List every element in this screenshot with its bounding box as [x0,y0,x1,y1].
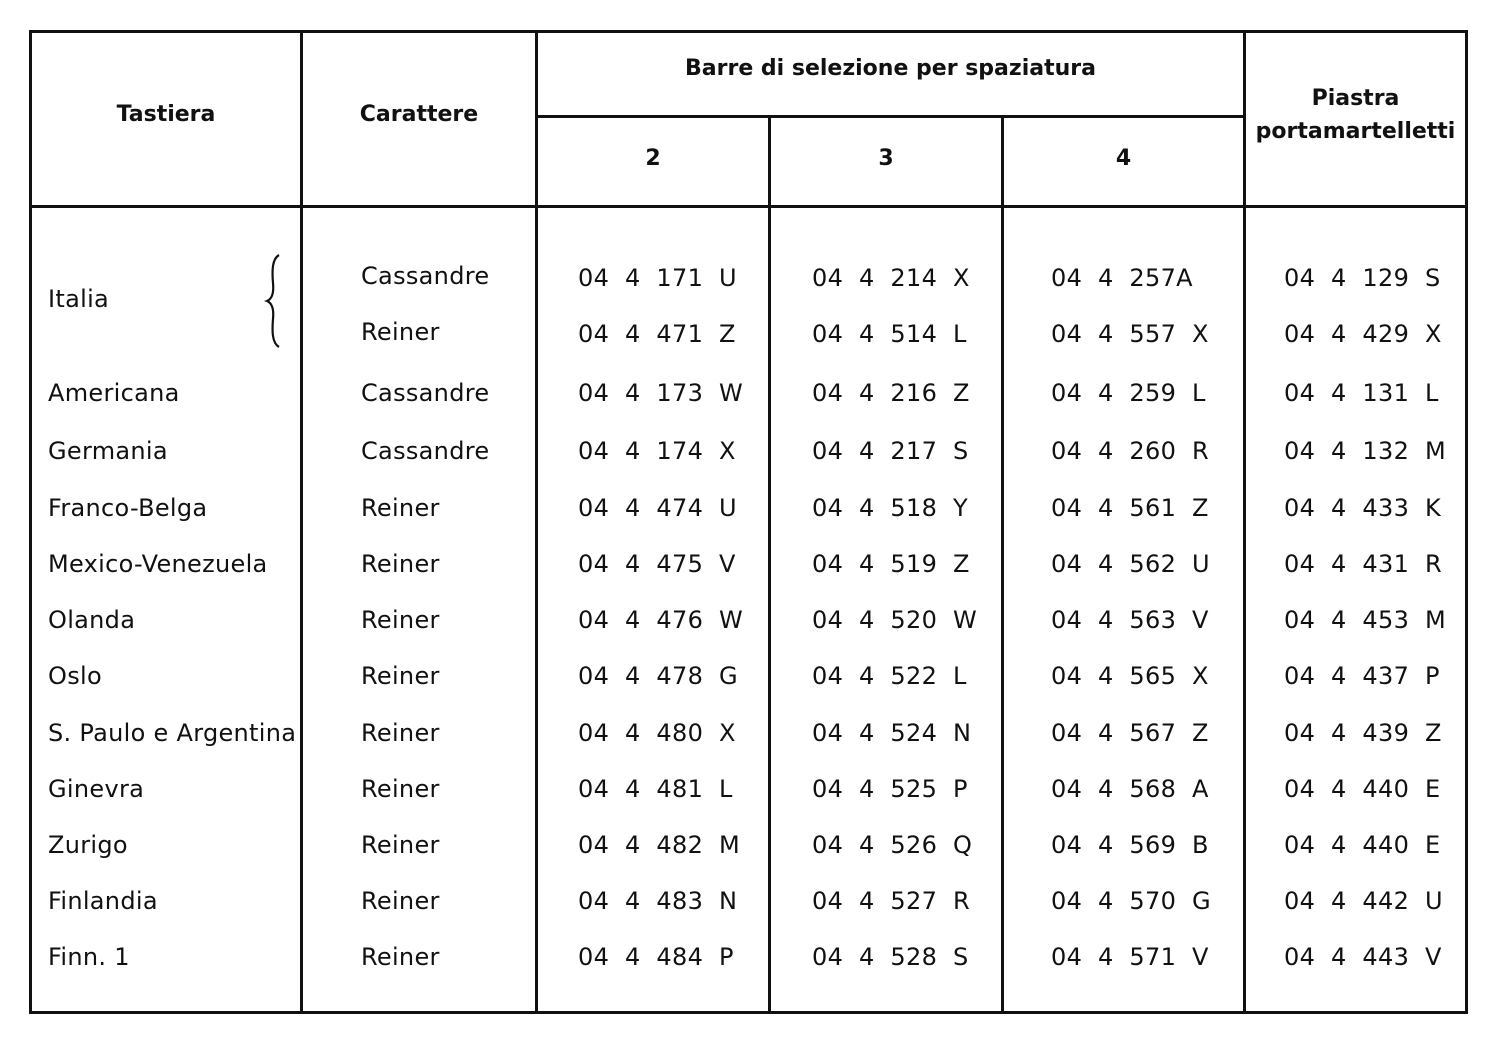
cell-carattere: Reiner [361,775,440,803]
cell-barre-4: 04 4 570 G [1051,887,1211,915]
header-piastra-line2: portamartelletti [1255,119,1456,144]
cell-piastra: 04 4 440 E [1284,831,1441,859]
cell-barre-3: 04 4 514 L [812,320,967,348]
cell-carattere: Cassandre [361,262,490,290]
cell-barre-2: 04 4 471 Z [578,320,736,348]
cell-carattere: Reiner [361,550,440,578]
cell-carattere: Cassandre [361,437,490,465]
cell-barre-4: 04 4 571 V [1051,943,1209,971]
cell-piastra: 04 4 131 L [1284,379,1439,407]
cell-barre-4: 04 4 259 L [1051,379,1206,407]
header-col-4: 4 [1115,146,1132,171]
cell-barre-2: 04 4 478 G [578,662,738,690]
cell-barre-2: 04 4 476 W [578,606,744,634]
cell-piastra: 04 4 429 X [1284,320,1442,348]
divider-col2-col3 [768,116,771,1014]
cell-barre-3: 04 4 518 Y [812,494,968,522]
cell-tastiera: Finn. 1 [48,943,130,971]
divider-carattere-barre [535,30,538,1014]
header-col-2: 2 [645,146,661,171]
cell-barre-4: 04 4 567 Z [1051,719,1209,747]
cell-barre-3: 04 4 526 Q [812,831,973,859]
cell-barre-4: 04 4 257A [1051,264,1193,292]
cell-barre-4: 04 4 260 R [1051,437,1209,465]
cell-barre-3: 04 4 217 S [812,437,969,465]
cell-carattere: Reiner [361,719,440,747]
cell-barre-3: 04 4 525 P [812,775,968,803]
cell-barre-4: 04 4 557 X [1051,320,1209,348]
cell-piastra: 04 4 132 M [1284,437,1446,465]
cell-tastiera: Germania [48,437,168,465]
divider-barre-subheader [535,115,1246,118]
cell-carattere: Cassandre [361,379,490,407]
header-barre: Barre di selezione per spaziatura [685,56,1096,81]
cell-tastiera: Italia [48,285,110,313]
cell-tastiera: Olanda [48,606,136,634]
cell-piastra: 04 4 453 M [1284,606,1446,634]
header-col-3: 3 [878,146,894,171]
cell-barre-2: 04 4 171 U [578,264,737,292]
cell-piastra: 04 4 433 K [1284,494,1442,522]
cell-barre-2: 04 4 474 U [578,494,737,522]
cell-barre-3: 04 4 216 Z [812,379,970,407]
header-piastra-line1: Piastra [1311,86,1400,111]
cell-carattere: Reiner [361,494,440,522]
cell-barre-4: 04 4 568 A [1051,775,1209,803]
cell-carattere: Reiner [361,662,440,690]
cell-piastra: 04 4 440 E [1284,775,1441,803]
cell-carattere: Reiner [361,887,440,915]
divider-barre-piastra [1243,30,1246,1014]
cell-barre-4: 04 4 569 B [1051,831,1209,859]
cell-barre-4: 04 4 563 V [1051,606,1209,634]
cell-barre-2: 04 4 482 M [578,831,740,859]
header-carattere: Carattere [359,102,479,127]
header-piastra [1246,82,1465,148]
cell-tastiera: Zurigo [48,831,128,859]
cell-barre-2: 04 4 484 P [578,943,734,971]
cell-tastiera: Mexico-Venezuela [48,550,268,578]
cell-barre-4: 04 4 562 U [1051,550,1210,578]
cell-barre-2: 04 4 173 W [578,379,744,407]
cell-barre-3: 04 4 214 X [812,264,970,292]
cell-tastiera: Oslo [48,662,102,690]
cell-tastiera: Franco-Belga [48,494,208,522]
italia-brace-icon [264,253,284,349]
cell-carattere: Reiner [361,943,440,971]
cell-barre-3: 04 4 524 N [812,719,972,747]
cell-tastiera: Americana [48,379,180,407]
cell-barre-3: 04 4 528 S [812,943,969,971]
cell-barre-3: 04 4 522 L [812,662,967,690]
cell-piastra: 04 4 129 S [1284,264,1441,292]
cell-barre-4: 04 4 565 X [1051,662,1209,690]
cell-barre-2: 04 4 475 V [578,550,736,578]
cell-carattere: Reiner [361,831,440,859]
cell-piastra: 04 4 439 Z [1284,719,1442,747]
cell-carattere: Reiner [361,318,440,346]
divider-col3-col4 [1001,116,1004,1014]
cell-barre-2: 04 4 483 N [578,887,738,915]
cell-barre-2: 04 4 480 X [578,719,736,747]
divider-tastiera-carattere [300,30,303,1014]
cell-carattere: Reiner [361,606,440,634]
cell-barre-2: 04 4 174 X [578,437,736,465]
cell-tastiera: S. Paulo e Argentina [48,719,297,747]
cell-piastra: 04 4 431 R [1284,550,1442,578]
cell-piastra: 04 4 437 P [1284,662,1440,690]
cell-tastiera: Ginevra [48,775,145,803]
cell-piastra: 04 4 442 U [1284,887,1443,915]
cell-piastra: 04 4 443 V [1284,943,1442,971]
cell-tastiera: Finlandia [48,887,158,915]
cell-barre-2: 04 4 481 L [578,775,733,803]
cell-barre-3: 04 4 520 W [812,606,978,634]
parts-table [29,30,1468,1014]
cell-barre-3: 04 4 527 R [812,887,970,915]
divider-header-body [29,205,1468,208]
cell-barre-3: 04 4 519 Z [812,550,970,578]
cell-barre-4: 04 4 561 Z [1051,494,1209,522]
header-tastiera: Tastiera [116,102,216,127]
